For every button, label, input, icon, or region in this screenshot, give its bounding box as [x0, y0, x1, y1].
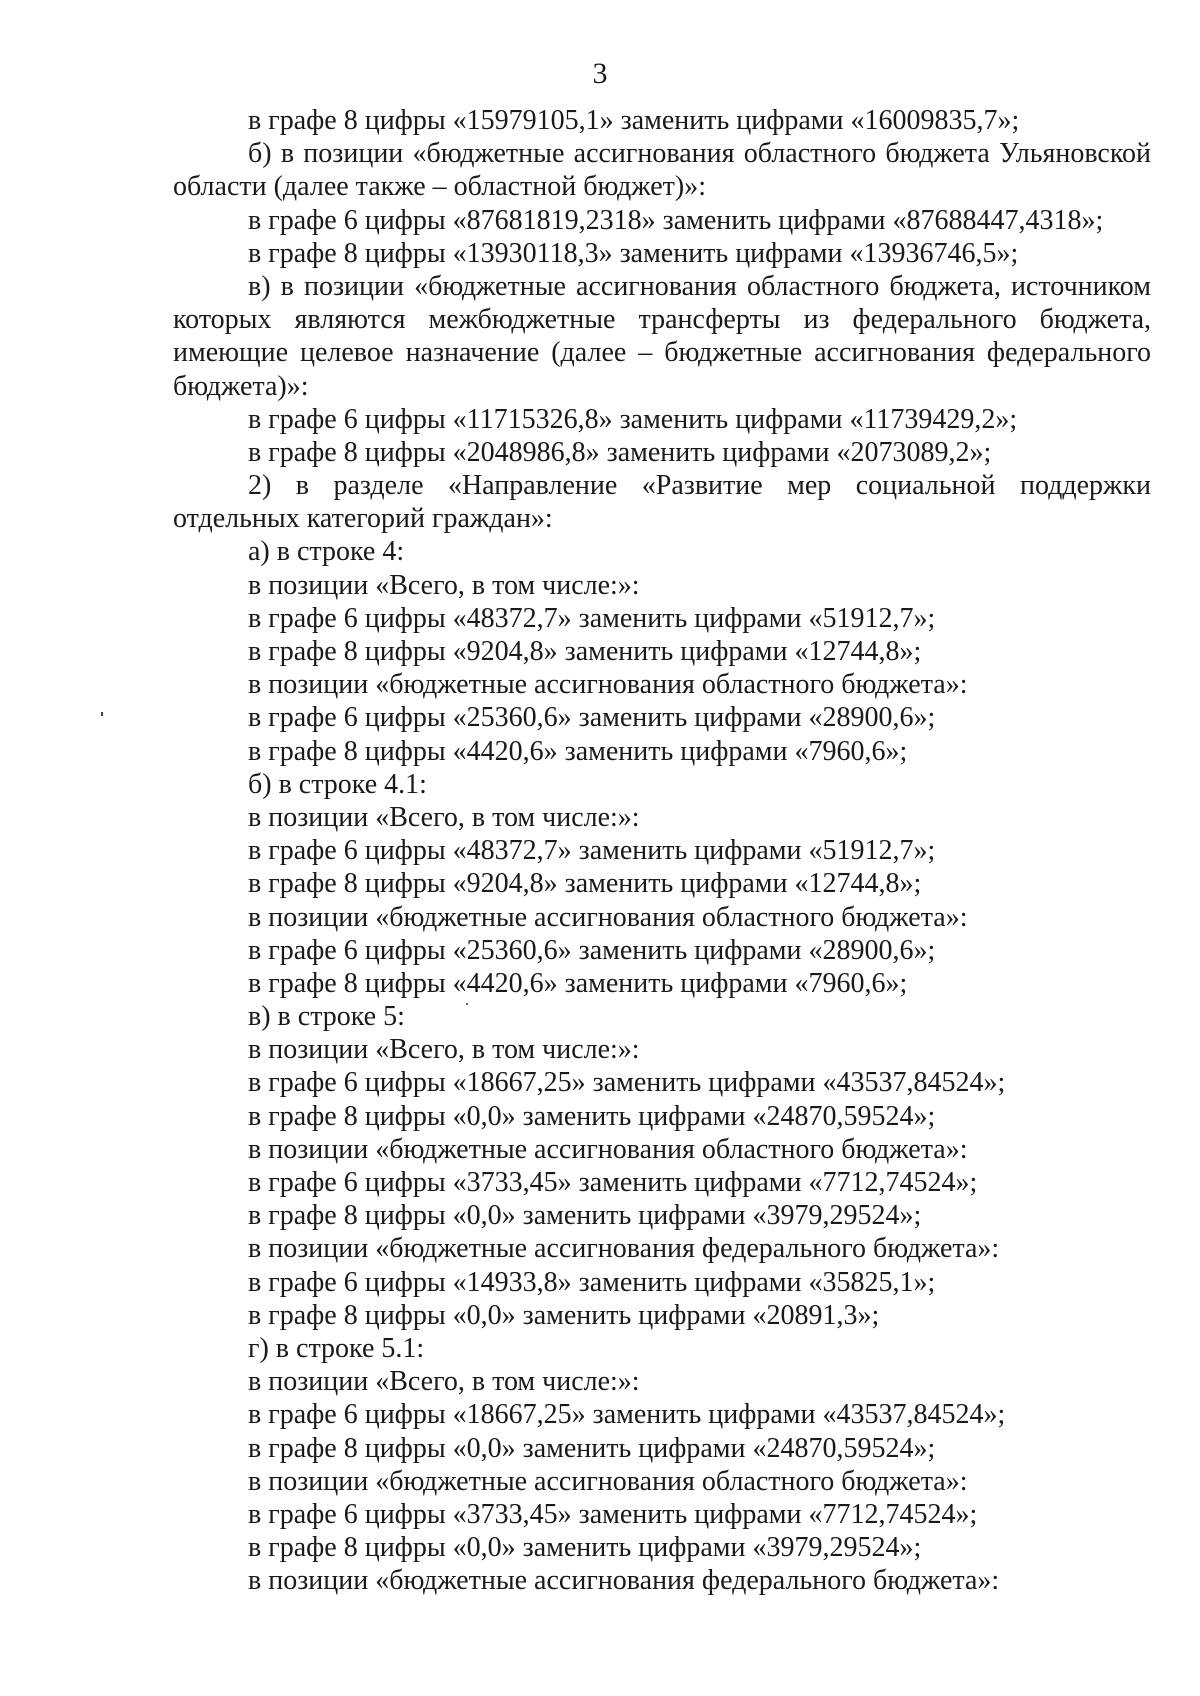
text-line: бюджета)»:	[173, 370, 309, 402]
text-line: в графе 6 цифры «18667,25» заменить цифрами «43537,84524»;	[248, 1399, 1006, 1431]
text-line: в позиции «Всего, в том числе:»:	[248, 569, 640, 601]
text-line: имеющие целевое назначение (далее – бюджетные ассигнования федерального	[173, 337, 1151, 369]
text-line: в графе 6 цифры «3733,45» заменить цифрами «7712,74524»;	[248, 1167, 978, 1198]
text-line: в графе 6 цифры «14933,8» заменить цифрами «35825,1»;	[248, 1266, 936, 1298]
text-line: в графе 8 цифры «4420,6» заменить цифрами «7960,6»;	[248, 735, 908, 767]
text-line: в графе 8 цифры «2048986,8» заменить цифрами «2073089,2»;	[248, 436, 992, 468]
text-line: в позиции «бюджетные ассигнования областного бюджета»:	[248, 901, 968, 933]
text-line: в позиции «Всего, в том числе:»:	[248, 1366, 640, 1398]
text-line: б) в позиции «бюджетные ассигнования областного бюджета Ульяновской	[248, 138, 1151, 170]
text-line: в позиции «бюджетные ассигнования областного бюджета»:	[248, 1133, 968, 1165]
text-line: в графе 8 цифры «0,0» заменить цифрами «3979,29524»;	[248, 1200, 922, 1232]
text-line: в графе 8 цифры «0,0» заменить цифрами «20891,3»;	[248, 1299, 880, 1331]
text-line: в графе 8 цифры «9204,8» заменить цифрами «12744,8»;	[248, 636, 922, 667]
text-line: в графе 8 цифры «9204,8» заменить цифрами «12744,8»;	[248, 868, 922, 900]
document-body	[173, 104, 1151, 1597]
text-line: в графе 6 цифры «25360,6» заменить цифрами «28900,6»;	[248, 702, 936, 734]
text-line: б) в строке 4.1:	[248, 768, 427, 800]
text-line: области (далее также – областной бюджет)»:	[173, 171, 706, 203]
text-line: отдельных категорий граждан»:	[173, 503, 553, 535]
text-line: а) в строке 4:	[248, 536, 405, 568]
text-line: в позиции «бюджетные ассигнования областного бюджета»:	[248, 1465, 968, 1497]
text-line: в позиции «Всего, в том числе:»:	[248, 1034, 640, 1066]
text-line: в графе 6 цифры «87681819,2318» заменить цифрами «87688447,4318»;	[248, 204, 1104, 236]
text-line: в графе 6 цифры «48372,7» заменить цифрами «51912,7»;	[248, 835, 936, 867]
text-line: в графе 8 цифры «15979105,1» заменить цифрами «16009835,7»;	[248, 105, 1020, 136]
text-line: в графе 6 цифры «11715326,8» заменить цифрами «11739429,2»;	[248, 403, 1018, 435]
text-line: в графе 6 цифры «25360,6» заменить цифрами «28900,6»;	[248, 934, 936, 966]
text-line: в графе 8 цифры «0,0» заменить цифрами «24870,59524»;	[248, 1432, 936, 1464]
text-line: в) в позиции «бюджетные ассигнования областного бюджета, источником	[248, 270, 1151, 302]
text-line: которых являются межбюджетные трансферты из федерального бюджета,	[173, 304, 1151, 336]
text-line: в позиции «Всего, в том числе:»:	[248, 801, 640, 833]
text-line: в графе 6 цифры «3733,45» заменить цифрами «7712,74524»;	[248, 1498, 978, 1530]
text-line: в графе 8 цифры «0,0» заменить цифрами «3979,29524»;	[248, 1532, 922, 1564]
text-line: г) в строке 5.1:	[248, 1332, 425, 1364]
text-line: в графе 6 цифры «48372,7» заменить цифрами «51912,7»;	[248, 602, 936, 634]
text-line: в графе 8 цифры «4420,6» заменить цифрами «7960,6»;	[248, 967, 908, 999]
scan-speck	[101, 712, 103, 716]
text-line: в графе 6 цифры «18667,25» заменить цифрами «43537,84524»;	[248, 1067, 1006, 1099]
text-line: 2) в разделе «Направление «Развитие мер социальной поддержки	[248, 470, 1151, 502]
text-line: в графе 8 цифры «13930118,3» заменить цифрами «13936746,5»;	[248, 237, 1019, 269]
text-line: в) в строке 5:	[248, 1001, 405, 1033]
text-line: в позиции «бюджетные ассигнования федерального бюджета»:	[248, 1565, 1000, 1597]
text-line: в графе 8 цифры «0,0» заменить цифрами «24870,59524»;	[248, 1100, 936, 1132]
text-line: в позиции «бюджетные ассигнования федерального бюджета»:	[248, 1233, 1000, 1265]
text-line: в позиции «бюджетные ассигнования областного бюджета»:	[248, 669, 968, 701]
page-number: 3	[592, 57, 608, 90]
